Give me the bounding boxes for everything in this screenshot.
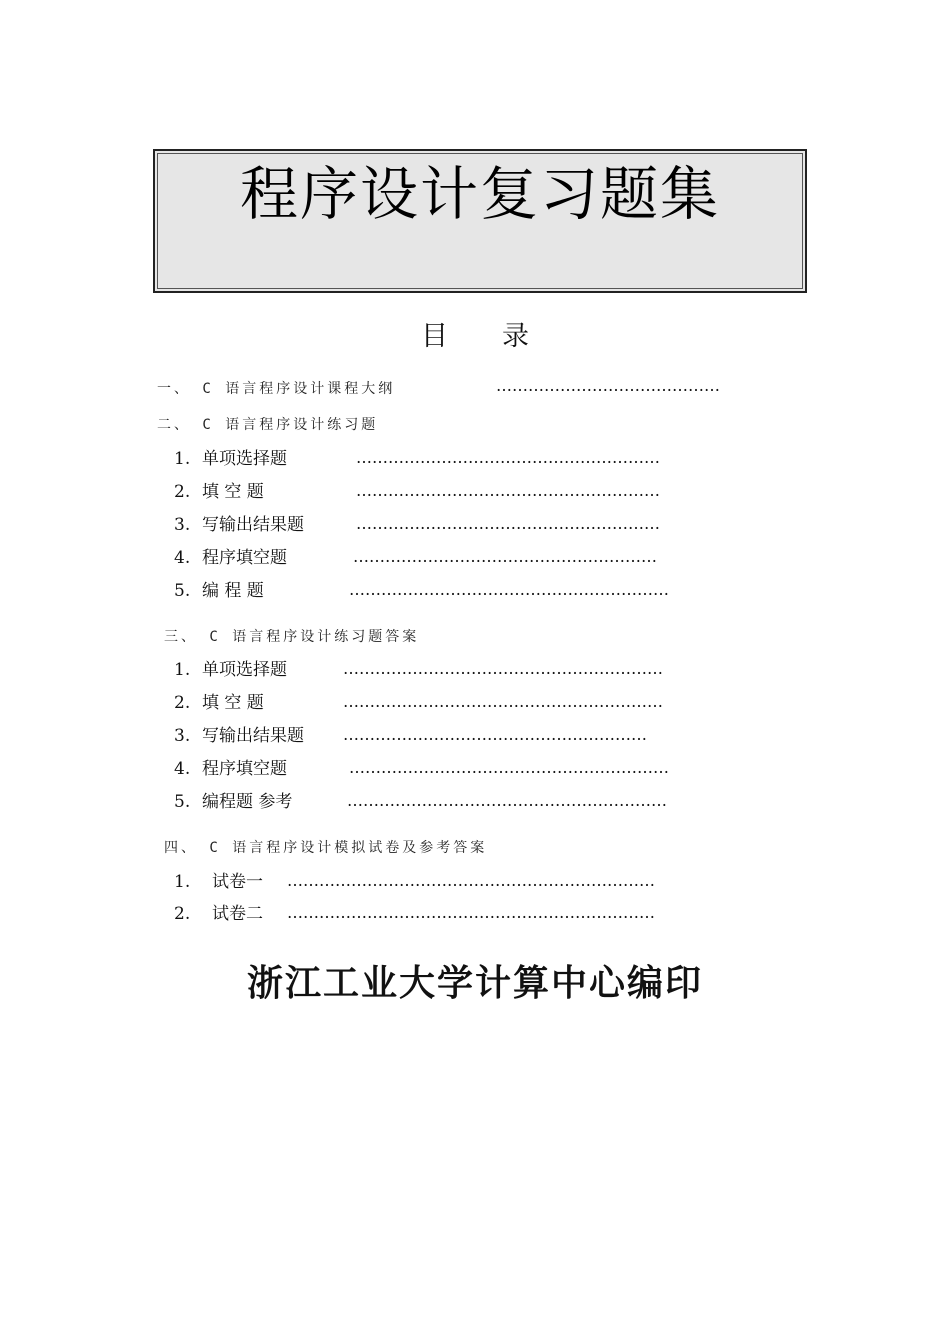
toc-item-text: 程序填空题 xyxy=(202,759,287,779)
toc-item-dots: …………………………………………………………… xyxy=(287,903,655,922)
toc-item-num: 3. xyxy=(174,726,191,746)
toc-item-num: 1. xyxy=(174,449,191,469)
publisher-footer: 浙江工业大学计算中心编印 xyxy=(246,963,703,1004)
title-box xyxy=(153,149,807,293)
toc-item-text: 写输出结果题 xyxy=(202,515,304,535)
toc-item-num: 4. xyxy=(174,548,191,568)
toc-item-dots: …………………………………………………… xyxy=(347,791,667,810)
toc-item-text: 填 空 题 xyxy=(202,482,264,502)
toc-item-num: 5. xyxy=(174,792,191,812)
toc-item-num: 1. xyxy=(174,872,191,892)
toc-item-text: 填 空 题 xyxy=(202,693,264,713)
toc-item-dots: ………………………………………………… xyxy=(356,448,660,467)
toc-section-3-label: 三、 C 语言程序设计练习题答案 xyxy=(164,629,420,645)
toc-heading: 目 录 xyxy=(421,321,529,352)
toc-item-text: 试卷二 xyxy=(212,904,263,924)
toc-item-text: 编 程 题 xyxy=(202,581,264,601)
toc-item-num: 3. xyxy=(174,515,191,535)
toc-item-dots: …………………………………………………… xyxy=(343,692,663,711)
toc-item-dots: ………………………………………………… xyxy=(356,514,660,533)
toc-item-num: 1. xyxy=(174,660,191,680)
toc-item-dots: ………………………………………………… xyxy=(353,547,657,566)
toc-section-4-label: 四、 C 语言程序设计模拟试卷及参考答案 xyxy=(164,840,488,856)
toc-item-text: 单项选择题 xyxy=(202,449,287,469)
toc-item-dots: ………………………………………………… xyxy=(343,725,647,744)
toc-item-num: 4. xyxy=(174,759,191,779)
document-title: 程序设计复习题集 xyxy=(240,160,721,228)
toc-item-dots: …………………………………………………… xyxy=(349,758,669,777)
toc-item-text: 写输出结果题 xyxy=(202,726,304,746)
toc-section-1-label: 一、 C 语言程序设计课程大纲 xyxy=(157,381,396,397)
toc-item-text: 单项选择题 xyxy=(202,660,287,680)
toc-item-num: 5. xyxy=(174,581,191,601)
toc-section-2-label: 二、 C 语言程序设计练习题 xyxy=(157,417,379,433)
toc-item-num: 2. xyxy=(174,904,191,924)
toc-item-num: 2. xyxy=(174,482,191,502)
toc-item-dots: …………………………………………………………… xyxy=(287,871,655,890)
toc-section-1-dots: …………………………………… xyxy=(496,376,720,395)
toc-item-text: 程序填空题 xyxy=(202,548,287,568)
toc-item-dots: …………………………………………………… xyxy=(343,659,663,678)
toc-item-dots: …………………………………………………… xyxy=(349,580,669,599)
toc-item-dots: ………………………………………………… xyxy=(356,481,660,500)
toc-item-num: 2. xyxy=(174,693,191,713)
toc-item-text: 编程题 参考 xyxy=(202,792,293,812)
toc-item-text: 试卷一 xyxy=(212,872,263,892)
